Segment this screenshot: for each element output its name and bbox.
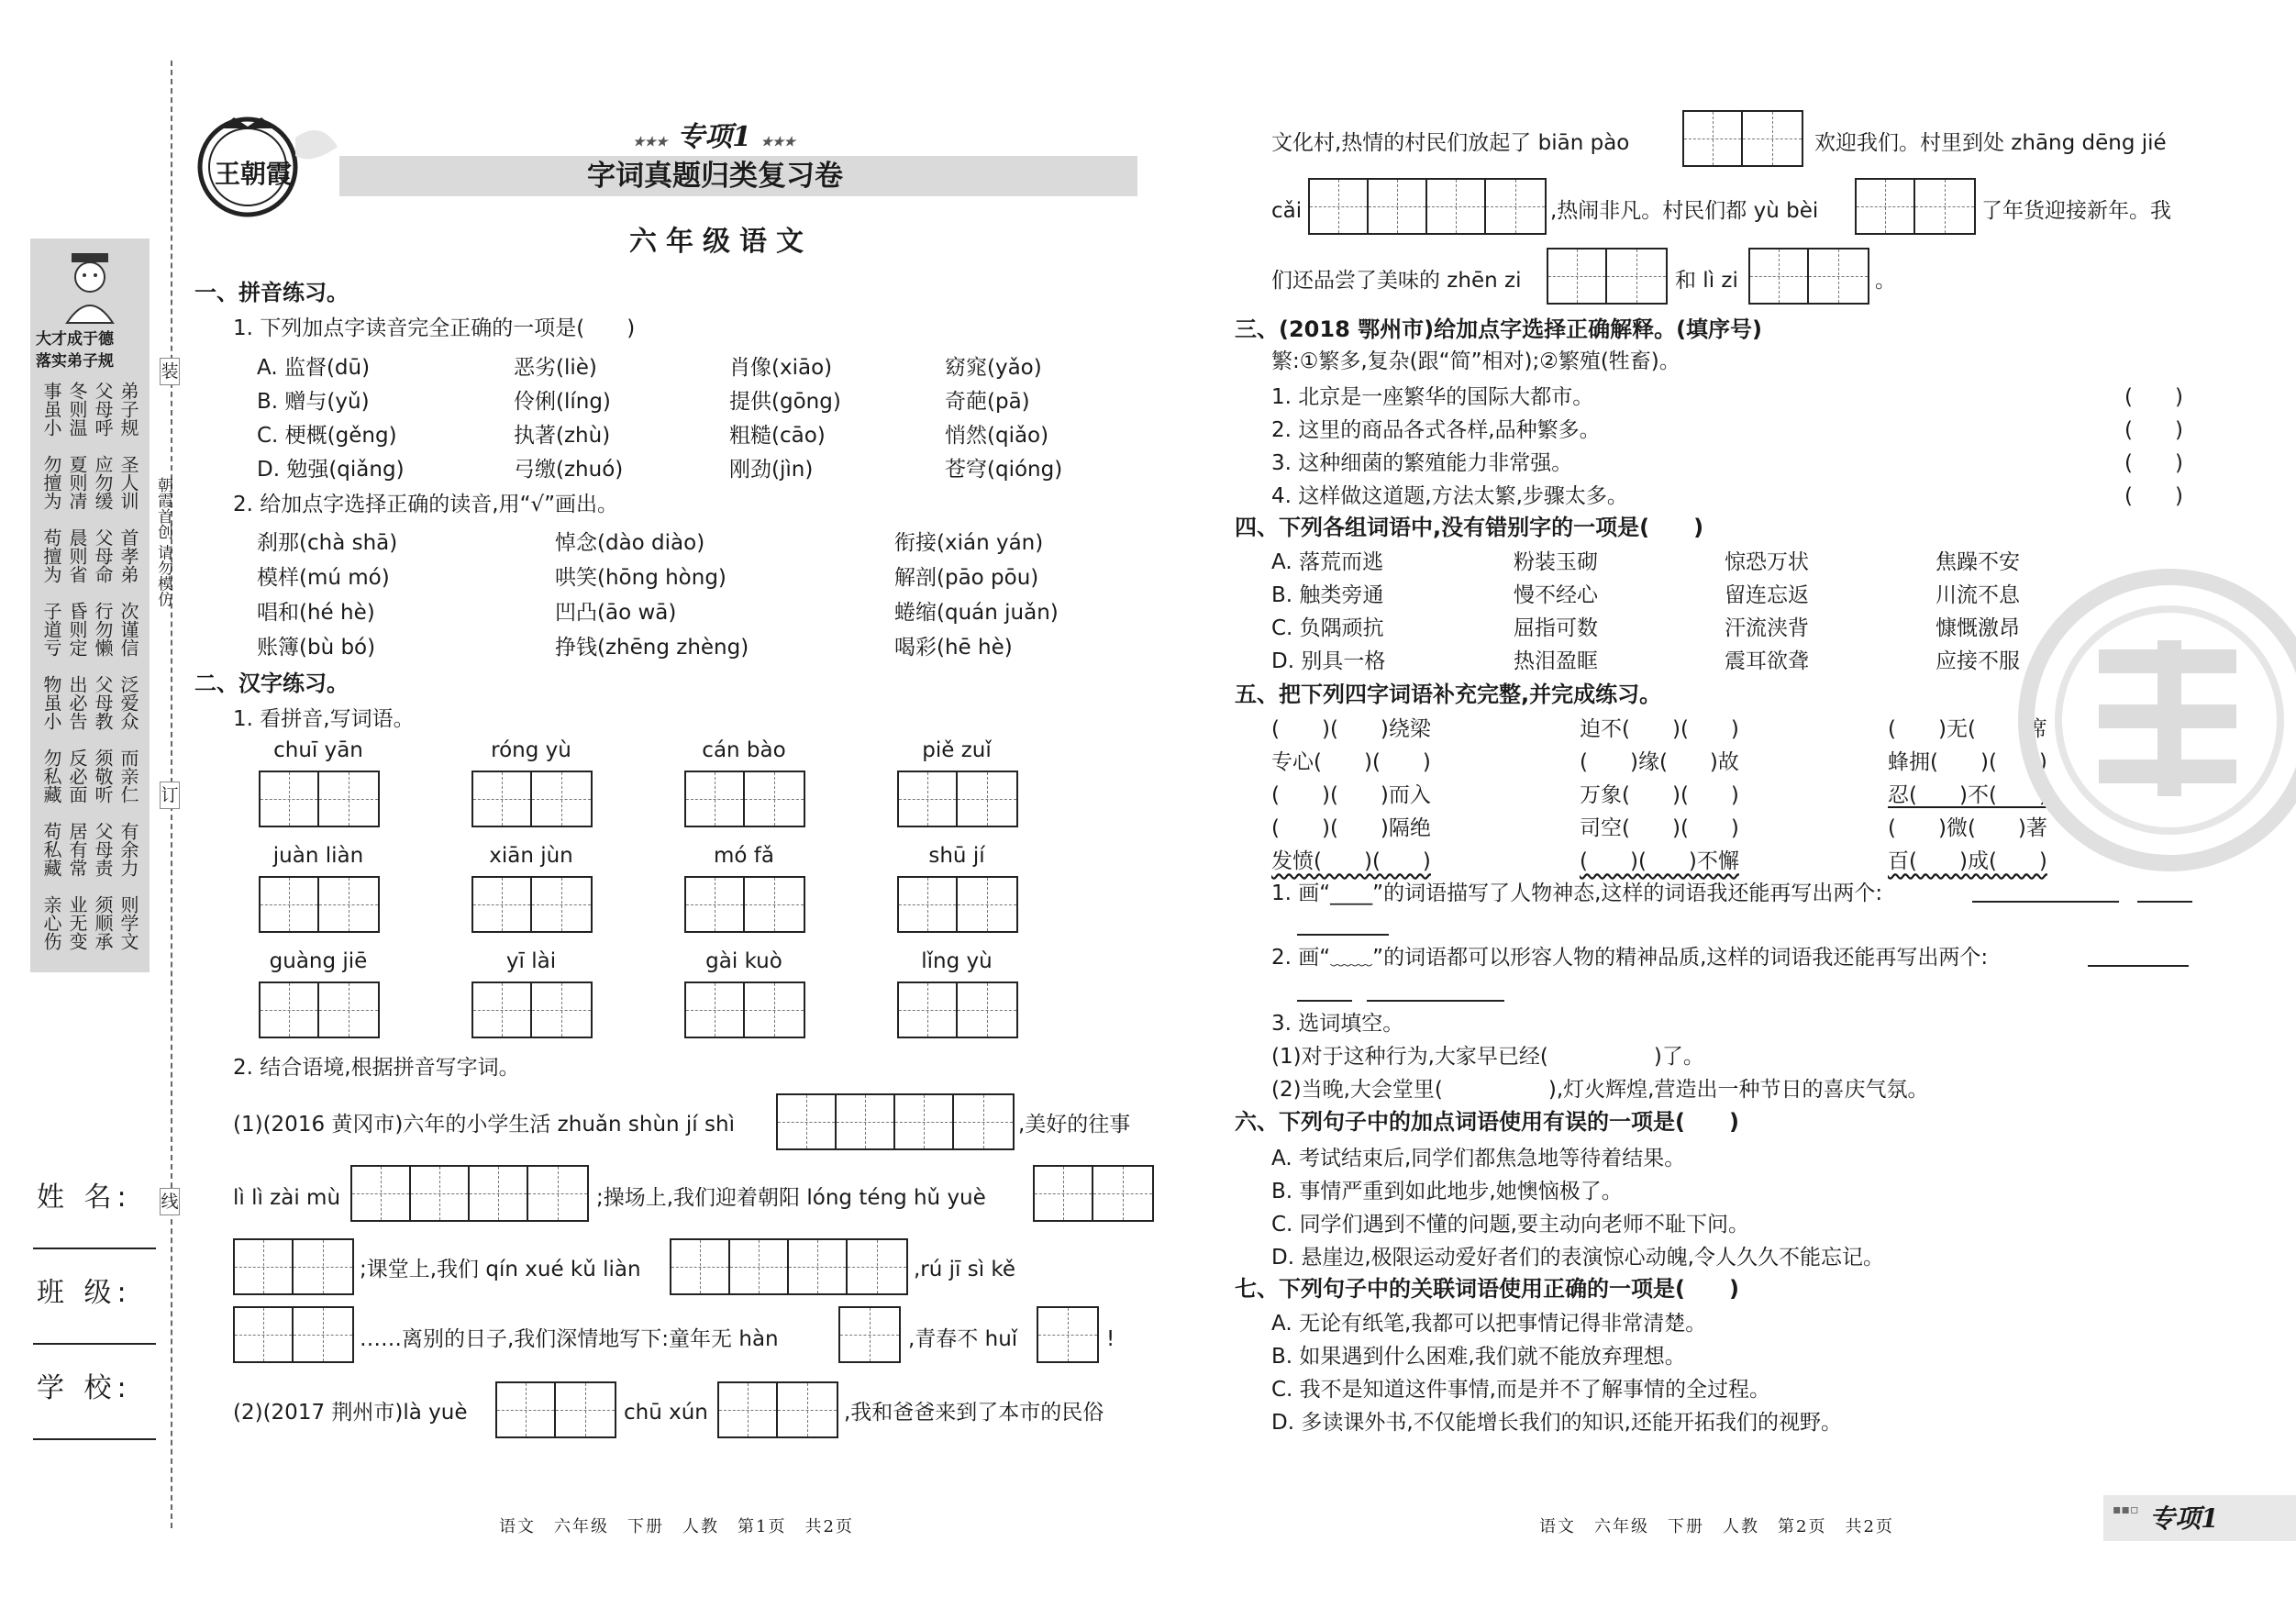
pinyin-label: yī lài — [505, 949, 557, 973]
option-cell: 震耳欲聋 — [1725, 649, 1809, 673]
option-cell[interactable]: A. 监督(dū) — [257, 356, 371, 380]
idiom-fill[interactable]: 百( )成( ) — [1888, 848, 2047, 873]
name-field[interactable] — [33, 1248, 156, 1249]
writing-grid[interactable] — [897, 981, 1018, 1038]
context-text: 欢迎我们。村里到处 zhāng dēng jié — [1814, 131, 2167, 155]
context-text: ,我和爸爸来到了本市的民俗 — [844, 1401, 1104, 1425]
pinyin-label: lǐng yù — [921, 949, 993, 973]
class-field[interactable] — [33, 1343, 156, 1345]
option-cell: 弓缴(zhuó) — [514, 458, 624, 482]
s5-q1: 1. 画“____”的词语描写了人物神态,这样的词语我还能再写出两个: — [1271, 882, 1883, 905]
rule-col: 勿擅为 — [40, 455, 62, 510]
writing-grid[interactable] — [1682, 110, 1803, 167]
writing-grid[interactable] — [776, 1093, 1015, 1150]
s5-q2: 2. 画“﹏﹏”的词语都可以形容人物的精神品质,这样的词语我还能再写出两个: — [1271, 946, 1989, 970]
option-cell[interactable]: C. 负隅顽抗 — [1271, 616, 1384, 640]
pron-choice[interactable]: 蜷缩(quán juǎn) — [894, 600, 1059, 625]
pinyin-label: piě zuǐ — [922, 738, 992, 762]
answer-blank[interactable] — [1297, 980, 1352, 1002]
option-cell: 奇葩(pā) — [945, 390, 1030, 414]
tag-label: 专项1 — [2149, 1503, 2219, 1534]
pron-choice[interactable]: 唱和(hé hè) — [257, 600, 375, 625]
writing-grid[interactable] — [897, 876, 1018, 933]
answer-blank[interactable] — [2137, 881, 2192, 903]
option-cell: 汗流浃背 — [1725, 616, 1809, 640]
pinyin-label: róng yù — [491, 738, 571, 762]
idiom-fill[interactable]: ( )缘( )故 — [1580, 749, 1739, 774]
option-row[interactable]: A. 无论有纸笔,我都可以把事情记得非常清楚。 — [1271, 1311, 1707, 1336]
answer-blank[interactable] — [1297, 914, 1389, 936]
rule-col: 苟擅为 — [40, 528, 62, 583]
s3-items — [1271, 378, 2183, 510]
context-text: ,青春不 huǐ — [908, 1327, 1018, 1351]
rule-col: 行勿懒 — [92, 602, 114, 657]
idiom-fill[interactable]: 蜂拥( )( ) — [1888, 749, 2047, 774]
rule-col: 昏则定 — [66, 602, 88, 657]
section-3-title: 三、(2018 鄂州市)给加点字选择正确解释。(填序号) — [1235, 316, 1763, 342]
page-footer-2: 语文 六年级 下册 人教 第2页 共2页 — [1539, 1517, 1894, 1536]
option-cell: 惊恐万状 — [1725, 549, 1809, 574]
option-cell: 恶劣(liè) — [514, 356, 597, 380]
series-tag — [2103, 1495, 2296, 1541]
rule-col: 则学文 — [117, 895, 139, 950]
option-cell[interactable]: B. 赠与(yǔ) — [257, 390, 370, 414]
option-cell: 执著(zhù) — [514, 424, 611, 448]
rule-col: 亲心伤 — [40, 895, 62, 950]
pinyin-label: guàng jiē — [269, 949, 368, 973]
option-cell: 肖像(xiāo) — [729, 356, 833, 380]
school-field[interactable] — [33, 1438, 156, 1440]
answer-blank[interactable] — [2088, 945, 2189, 967]
option-cell: 伶俐(líng) — [514, 390, 611, 414]
writing-grid[interactable] — [1308, 178, 1547, 235]
writing-grid[interactable] — [838, 1306, 901, 1363]
context-text: ,rú jī sì kě — [914, 1258, 1016, 1281]
cut-label-3: 线 — [160, 1188, 180, 1215]
rule-col: 泛爱众 — [117, 675, 139, 730]
school-label: 学 校: — [37, 1372, 132, 1404]
option-row[interactable]: D. 悬崖边,极限运动爱好者们的表演惊心动魄,令人久久不能忘记。 — [1271, 1245, 1884, 1270]
option-cell: 窈窕(yǎo) — [945, 356, 1042, 380]
idiom-fill[interactable]: ( )微( )著 — [1888, 815, 2047, 840]
s2-q1: 1. 看拼音,写词语。 — [233, 707, 415, 731]
context-text: ;课堂上,我们 qín xué kǔ liàn — [360, 1258, 641, 1281]
rule-col: 父母命 — [92, 528, 114, 583]
rule-col: 须敬听 — [92, 749, 114, 804]
writing-grid[interactable] — [471, 771, 593, 827]
option-row[interactable]: D. 多读课外书,不仅能增长我们的知识,还能开拓我们的视野。 — [1271, 1410, 1842, 1435]
writing-grid[interactable] — [259, 771, 380, 827]
option-cell[interactable]: C. 梗概(gěng) — [257, 424, 397, 448]
brand-name: 王朝霞 — [215, 159, 293, 189]
rule-col: 事虽小 — [40, 382, 62, 437]
pron-choice[interactable]: 挣钱(zhēng zhèng) — [555, 635, 749, 660]
writing-grid[interactable] — [495, 1381, 616, 1438]
answer-blank[interactable] — [1972, 881, 2119, 903]
writing-grid[interactable] — [684, 876, 805, 933]
option-cell: 屈指可数 — [1514, 616, 1598, 640]
rule-col: 弟子规 — [117, 382, 139, 437]
rule-col: 物虽小 — [40, 675, 62, 730]
rule-col: 业无变 — [66, 895, 88, 950]
writing-grid[interactable] — [350, 1165, 589, 1222]
writing-grid[interactable] — [684, 981, 805, 1038]
option-cell: 应接不服 — [1936, 649, 2020, 673]
rule-col: 反必面 — [66, 749, 88, 804]
context-text: ,热闹非凡。村民们都 yù bèi — [1550, 199, 1819, 223]
writing-grid[interactable] — [233, 1306, 354, 1363]
rule-col: 首孝弟 — [117, 528, 139, 583]
pron-choice[interactable]: 解剖(pāo pōu) — [894, 565, 1039, 590]
idiom-fill[interactable]: 忍( )不( ) — [1888, 782, 2047, 807]
rule-col: 冬则温 — [66, 382, 88, 437]
rule-col: 晨则省 — [66, 528, 88, 583]
rule-col: 勿私藏 — [40, 749, 62, 804]
paper-subtitle: 六年级语文 — [629, 226, 813, 258]
option-cell[interactable]: B. 触类旁通 — [1271, 582, 1384, 607]
option-row[interactable]: A. 考试结束后,同学们都焦急地等待着结果。 — [1271, 1146, 1686, 1170]
rule-col: 而亲仁 — [117, 749, 139, 804]
writing-grid[interactable] — [471, 981, 593, 1038]
idiom-fill[interactable]: ( )( )隔绝 — [1271, 815, 1431, 840]
rule-col: 居有常 — [66, 822, 88, 877]
s6-options — [1271, 1139, 1884, 1271]
writing-grid[interactable] — [1033, 1165, 1154, 1222]
option-cell[interactable]: D. 别具一格 — [1271, 649, 1386, 673]
writing-grid[interactable] — [897, 771, 1018, 827]
pinyin-label: mó fǎ — [714, 844, 774, 868]
option-cell: 悄然(qiǎo) — [945, 424, 1049, 448]
s4-options — [1271, 543, 2020, 675]
brand-logo — [193, 110, 339, 220]
idiom-fill[interactable]: 迫不( )( ) — [1580, 716, 1739, 741]
idiom-fill[interactable]: ( )( )不懈 — [1580, 848, 1739, 873]
s3-item: 2. 这里的商品各式各样,品种繁多。 — [1271, 417, 1601, 442]
rule-col: 须顺承 — [92, 895, 114, 950]
idiom-fill[interactable]: 发愤( )( ) — [1271, 848, 1431, 873]
section-1-title: 一、拼音练习。 — [194, 280, 349, 305]
pron-choice[interactable]: 模样(mú mó) — [257, 565, 390, 590]
answer-paren[interactable]: ( ) — [2124, 450, 2183, 475]
option-cell[interactable]: D. 勉强(qiǎng) — [257, 458, 405, 482]
context-text: chū xún — [624, 1401, 708, 1425]
cut-label-2: 订 — [160, 782, 180, 809]
s3-item: 1. 北京是一座繁华的国际大都市。 — [1271, 384, 1594, 409]
section-7-title: 七、下列句子中的关联词语使用正确的一项是( ) — [1235, 1276, 1739, 1302]
writing-grid[interactable] — [259, 981, 380, 1038]
s3-item: 4. 这样做这道题,方法太繁,步骤太多。 — [1271, 483, 1628, 508]
context-text: ;操场上,我们迎着朝阳 lóng téng hǔ yuè — [596, 1186, 986, 1210]
paper-title: 字词真题归类复习卷 — [587, 160, 843, 193]
answer-paren[interactable]: ( ) — [2124, 483, 2183, 508]
option-cell[interactable]: A. 落荒而逃 — [1271, 549, 1383, 574]
pinyin-label: cán bào — [702, 738, 786, 762]
sidebar-rules — [30, 238, 150, 972]
pron-choice[interactable]: 悼念(dào diào) — [555, 530, 705, 555]
idiom-fill[interactable]: ( )( )绕梁 — [1271, 716, 1431, 741]
name-label: 姓 名: — [37, 1181, 132, 1214]
idiom-fill[interactable]: ( )无( )席 — [1888, 716, 2047, 741]
context-text: 了年货迎接新年。我 — [1981, 199, 2171, 223]
pron-choice[interactable]: 哄笑(hōng hòng) — [555, 565, 727, 590]
section-6-title: 六、下列句子中的加点词语使用有误的一项是( ) — [1235, 1109, 1739, 1135]
s2-q2: 2. 结合语境,根据拼音写字词。 — [233, 1056, 520, 1080]
s5-q3a[interactable]: (1)对于这种行为,大家早已经( )了。 — [1271, 1045, 1704, 1069]
writing-grid[interactable] — [471, 876, 593, 933]
option-row[interactable]: C. 同学们遇到不懂的问题,要主动向老师不耻下问。 — [1271, 1212, 1749, 1237]
pron-choice[interactable]: 凹凸(āo wā) — [555, 600, 677, 625]
pinyin-label: chuī yān — [273, 738, 363, 762]
context-text: 和 lì zi — [1675, 269, 1738, 293]
option-cell: 苍穹(qióng) — [945, 458, 1063, 482]
writing-grid[interactable] — [233, 1238, 354, 1295]
option-row[interactable]: B. 事情严重到如此地步,她懊恼极了。 — [1271, 1179, 1623, 1203]
rule-col: 次谨信 — [117, 602, 139, 657]
rule-col: 父母责 — [92, 822, 114, 877]
rule-col: 父母教 — [92, 675, 114, 730]
motto-2: 落实弟子规 — [36, 352, 114, 371]
context-text: ……离别的日子,我们深情地写下:童年无 hàn — [360, 1327, 779, 1351]
pinyin-label: xiān jùn — [489, 844, 573, 868]
s5-q3: 3. 选词填空。 — [1271, 1012, 1404, 1036]
s3-item: 3. 这种细菌的繁殖能力非常强。 — [1271, 450, 1573, 475]
answer-paren[interactable]: ( ) — [2124, 417, 2183, 442]
writing-grid[interactable] — [1855, 178, 1976, 235]
option-row[interactable]: B. 如果遇到什么困难,我们就不能放弃理想。 — [1271, 1344, 1686, 1369]
seal-watermark-inner — [2055, 605, 2284, 835]
idiom-fill[interactable]: 司空( )( ) — [1580, 815, 1739, 840]
pron-choice[interactable]: 衔接(xián yán) — [894, 530, 1044, 555]
writing-grid[interactable] — [670, 1238, 908, 1295]
option-cell: 留连忘返 — [1725, 582, 1809, 607]
context-text: (2)(2017 荆州市)là yuè — [233, 1401, 468, 1425]
idiom-fill[interactable]: ( )( )而入 — [1271, 782, 1431, 807]
pron-choice[interactable]: 账簿(bù bó) — [257, 635, 376, 660]
writing-grid[interactable] — [717, 1381, 838, 1438]
s1-q2: 2. 给加点字选择正确的读音,用“√”画出。 — [233, 493, 619, 516]
option-cell: 粉装玉砌 — [1514, 549, 1598, 574]
scholar-figure-icon — [49, 251, 131, 325]
writing-grid[interactable] — [1547, 248, 1668, 305]
option-cell: 热泪盈眶 — [1514, 649, 1598, 673]
rule-col: 夏则凊 — [66, 455, 88, 510]
context-text: (1)(2016 黄冈市)六年的小学生活 zhuǎn shùn jí shì — [233, 1113, 735, 1137]
star-icon: ★★★ — [633, 135, 668, 150]
context-text: 们还品尝了美味的 zhēn zi — [1271, 269, 1522, 293]
s7-options — [1271, 1304, 1842, 1436]
rule-col: 苟私藏 — [40, 822, 62, 877]
context-text: 。 — [1875, 269, 1896, 293]
page-footer-1: 语文 六年级 下册 人教 第1页 共2页 — [499, 1517, 854, 1536]
option-cell: 慷慨激昂 — [1936, 616, 2020, 640]
idiom-fill[interactable]: 专心( )( ) — [1271, 749, 1431, 774]
context-text: ,美好的往事 — [1018, 1113, 1131, 1137]
rule-col: 有余力 — [117, 822, 139, 877]
rule-col: 父母呼 — [92, 382, 114, 437]
tag-marks-icon: ▪▪▫ — [2113, 1503, 2139, 1517]
writing-grid[interactable] — [684, 771, 805, 827]
motto-1: 大才成于德 — [36, 330, 114, 349]
copyright-note: 朝霞首创 请勿模仿 — [154, 477, 172, 607]
pron-choice[interactable]: 刹那(chà shā) — [257, 530, 398, 555]
writing-grid[interactable] — [1748, 248, 1869, 305]
s5-q3b[interactable]: (2)当晚,大会堂里( ),灯火辉煌,营造出一种节日的喜庆气氛。 — [1271, 1078, 1929, 1102]
class-label: 班 级: — [37, 1277, 132, 1309]
option-cell: 慢不经心 — [1514, 582, 1598, 607]
option-row[interactable]: C. 我不是知道这件事情,而是并不了解事情的全过程。 — [1271, 1377, 1770, 1402]
option-cell: 焦躁不安 — [1936, 549, 2020, 574]
pinyin-label: juàn liàn — [272, 844, 364, 868]
rule-col: 圣人训 — [117, 455, 139, 510]
section-2-title: 二、汉字练习。 — [194, 671, 349, 696]
context-text: cǎi — [1271, 199, 1303, 223]
option-cell: 川流不息 — [1936, 582, 2020, 607]
option-cell: 刚劲(jìn) — [729, 458, 814, 482]
writing-grid[interactable] — [1037, 1306, 1099, 1363]
answer-paren[interactable]: ( ) — [2124, 384, 2183, 409]
star-icon: ★★★ — [760, 135, 796, 150]
s3-definition: 繁:①繁多,复杂(跟“简”相对);②繁殖(牲畜)。 — [1271, 349, 1680, 373]
rule-col: 出必告 — [66, 675, 88, 730]
s5-idioms — [1271, 710, 2047, 875]
writing-grid[interactable] — [259, 876, 380, 933]
s1-q2-options — [257, 523, 1059, 662]
context-text: ! — [1106, 1327, 1115, 1351]
rules-grid — [38, 382, 146, 950]
answer-blank[interactable] — [1367, 980, 1504, 1002]
context-text: 文化村,热情的村民们放起了 biān pào — [1271, 131, 1630, 155]
cut-label-1: 装 — [160, 358, 180, 385]
s1-q1-options — [257, 349, 1062, 484]
context-text: lì lì zài mù — [233, 1186, 341, 1210]
pinyin-label: shū jí — [928, 844, 985, 868]
pinyin-label: gài kuò — [705, 949, 782, 973]
s1-q1: 1. 下列加点字读音完全正确的一项是( ) — [233, 316, 636, 340]
idiom-fill[interactable]: 万象( )( ) — [1580, 782, 1739, 807]
section-4-title: 四、下列各组词语中,没有错别字的一项是( ) — [1235, 515, 1704, 540]
option-cell: 提供(gōng) — [729, 390, 841, 414]
series-label — [633, 114, 795, 154]
option-cell: 粗糙(cāo) — [729, 424, 826, 448]
rule-col: 子道亏 — [40, 602, 62, 657]
series-text: 专项1 — [677, 121, 751, 153]
section-5-title: 五、把下列四字词语补充完整,并完成练习。 — [1235, 682, 1662, 707]
rule-col: 应勿缓 — [92, 455, 114, 510]
pron-choice[interactable]: 喝彩(hē hè) — [894, 635, 1013, 660]
